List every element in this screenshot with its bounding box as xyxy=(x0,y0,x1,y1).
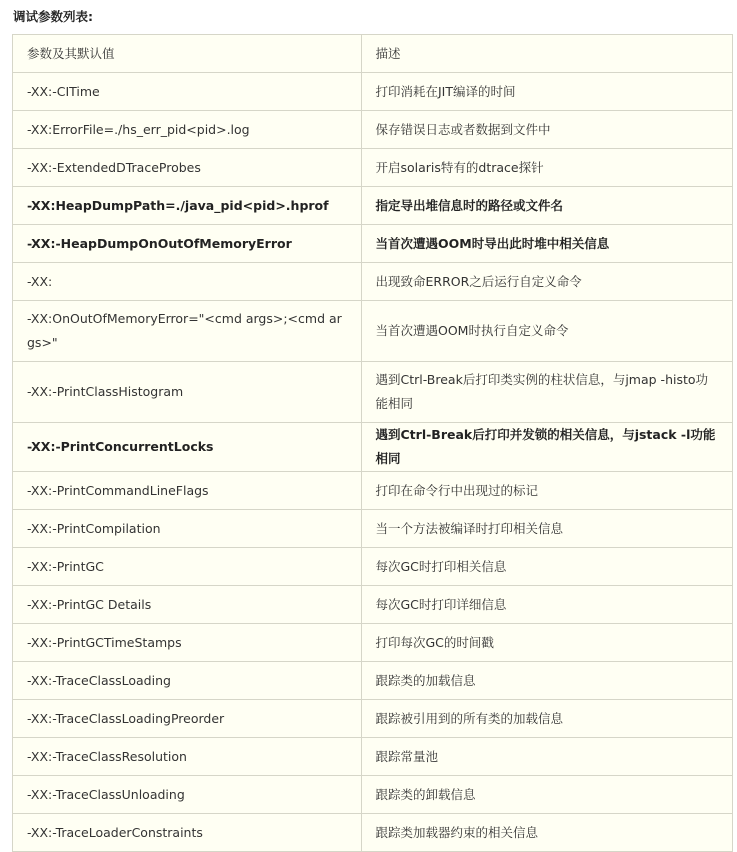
param-cell: -XX:-TraceClassResolution xyxy=(13,738,362,776)
desc-cell: 当一个方法被编译时打印相关信息 xyxy=(361,510,733,548)
table-row xyxy=(13,472,733,510)
desc-cell: 跟踪类的卸载信息 xyxy=(361,776,733,814)
desc-cell: 指定导出堆信息时的路径或文件名 xyxy=(361,187,733,225)
table-row xyxy=(13,111,733,149)
table-row xyxy=(13,586,733,624)
desc-cell: 每次GC时打印详细信息 xyxy=(361,586,733,624)
table-row xyxy=(13,814,733,852)
debug-params-table xyxy=(12,34,733,852)
table-row xyxy=(13,548,733,586)
param-cell: -XX:-PrintConcurrentLocks xyxy=(13,423,362,472)
desc-cell: 打印每次GC的时间戳 xyxy=(361,624,733,662)
table-row xyxy=(13,73,733,111)
param-cell: -XX:-PrintGC xyxy=(13,548,362,586)
table-row xyxy=(13,301,733,362)
column-header-desc: 描述 xyxy=(361,35,733,73)
table-row xyxy=(13,423,733,472)
param-cell: -XX:ErrorFile=./hs_err_pid<pid>.log xyxy=(13,111,362,149)
param-cell: -XX:-HeapDumpOnOutOfMemoryError xyxy=(13,225,362,263)
param-cell: -XX:-PrintCommandLineFlags xyxy=(13,472,362,510)
desc-cell: 打印消耗在JIT编译的时间 xyxy=(361,73,733,111)
param-cell: -XX:-TraceLoaderConstraints xyxy=(13,814,362,852)
column-header-param: 参数及其默认值 xyxy=(13,35,362,73)
table-row xyxy=(13,510,733,548)
param-cell: -XX:-PrintClassHistogram xyxy=(13,362,362,423)
desc-cell: 当首次遭遇OOM时执行自定义命令 xyxy=(361,301,733,362)
desc-cell: 每次GC时打印相关信息 xyxy=(361,548,733,586)
param-cell: -XX:-TraceClassLoadingPreorder xyxy=(13,700,362,738)
table-row xyxy=(13,225,733,263)
desc-cell: 出现致命ERROR之后运行自定义命令 xyxy=(361,263,733,301)
table-row xyxy=(13,738,733,776)
desc-cell: 跟踪被引用到的所有类的加载信息 xyxy=(361,700,733,738)
desc-cell: 跟踪类加载器约束的相关信息 xyxy=(361,814,733,852)
param-cell: -XX:-PrintGC Details xyxy=(13,586,362,624)
desc-cell: 开启solaris特有的dtrace探针 xyxy=(361,149,733,187)
table-header-row xyxy=(13,35,733,73)
param-cell: -XX:OnOutOfMemoryError="<cmd args>;<cmd args>" xyxy=(13,301,362,362)
table-row xyxy=(13,187,733,225)
section-heading: 调试参数列表: xyxy=(13,9,93,24)
desc-cell: 跟踪类的加载信息 xyxy=(361,662,733,700)
param-cell: -XX:-TraceClassUnloading xyxy=(13,776,362,814)
desc-cell: 当首次遭遇OOM时导出此时堆中相关信息 xyxy=(361,225,733,263)
table-row xyxy=(13,362,733,423)
desc-cell: 保存错误日志或者数据到文件中 xyxy=(361,111,733,149)
table-row xyxy=(13,263,733,301)
param-cell: -XX:-TraceClassLoading xyxy=(13,662,362,700)
param-cell: -XX: xyxy=(13,263,362,301)
table-row xyxy=(13,624,733,662)
desc-cell: 打印在命令行中出现过的标记 xyxy=(361,472,733,510)
param-cell: -XX:-PrintCompilation xyxy=(13,510,362,548)
table-row xyxy=(13,776,733,814)
table-row xyxy=(13,149,733,187)
param-cell: -XX:-ExtendedDTraceProbes xyxy=(13,149,362,187)
param-cell: -XX:-CITime xyxy=(13,73,362,111)
table-row xyxy=(13,700,733,738)
desc-cell: 遇到Ctrl-Break后打印并发锁的相关信息，与jstack -l功能相同 xyxy=(361,423,733,472)
param-cell: -XX:HeapDumpPath=./java_pid<pid>.hprof xyxy=(13,187,362,225)
param-cell: -XX:-PrintGCTimeStamps xyxy=(13,624,362,662)
desc-cell: 遇到Ctrl-Break后打印类实例的柱状信息，与jmap -histo功能相同 xyxy=(361,362,733,423)
desc-cell: 跟踪常量池 xyxy=(361,738,733,776)
table-row xyxy=(13,662,733,700)
